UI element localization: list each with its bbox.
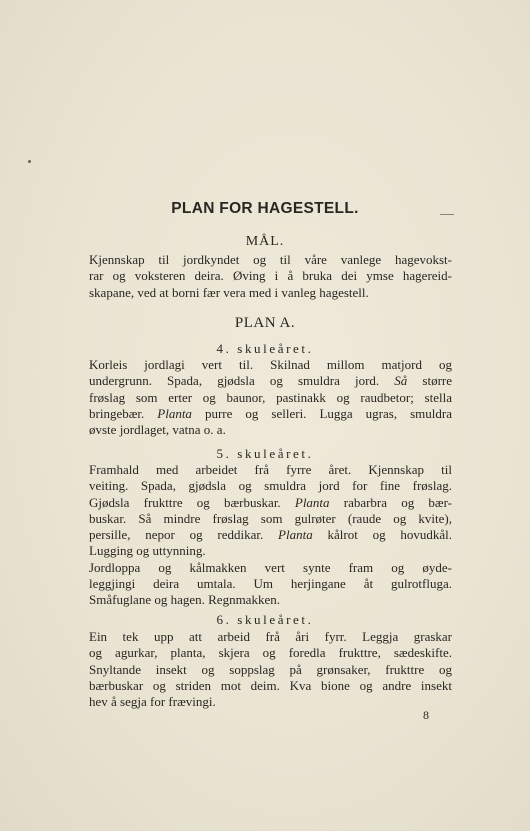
year5-paragraph — [89, 462, 452, 609]
year6-paragraph — [89, 629, 452, 710]
year5-line: Gjødsla frukttre og bærbuskar. Planta rabarbra og bær- — [89, 494, 452, 510]
year4-line: Korleis jordlagi vert til. Skilnad millom matjord og — [89, 357, 452, 372]
year5-line: buskar. Så mindre frøslag som gulrøter (raude og kvite), — [89, 510, 452, 526]
intro-paragraph — [89, 252, 452, 301]
paper-speck — [28, 160, 31, 163]
section-subtitle: MÅL. — [245, 234, 285, 249]
year4-heading: 4. skuleåret. — [216, 341, 314, 356]
italic-term: Planta — [278, 527, 313, 543]
year5-line: veiting. Spada, gjødsla og smuldra jord for fine frøslag. — [89, 478, 452, 494]
intro-line: skapane, ved at borni fær vera med i vanleg hagestell. — [89, 284, 369, 300]
year4-paragraph — [89, 357, 452, 438]
intro-line: Kjennskap til jordkyndet og til våre vanlege hagevokst- — [89, 252, 452, 267]
year5-line: leggjingi deira umtala. Um herjingane åt gulrotfluga. — [89, 576, 452, 592]
year4-line: undergrunn. Spada, gjødsla og smuldra jord. Så større — [89, 373, 452, 389]
page-number: 8 — [423, 708, 429, 722]
year6-line: Ein tek upp att arbeid frå åri fyrr. Leggja graskar — [89, 629, 452, 644]
italic-term: Planta — [157, 405, 192, 421]
year5-line: persille, nepor og reddikar. Planta kålrot og hovudkål. — [89, 527, 452, 543]
year5-line: Lugging og uttynning. — [89, 543, 206, 559]
year6-line: bærbuskar og striden mot deim. Kva bione og andre insekt — [89, 677, 452, 693]
italic-term: Så — [394, 373, 408, 389]
year4-line: øvste jordlaget, vatna o. a. — [89, 422, 226, 438]
year6-line: og agurkar, planta, skjera og foredla frukttre, sædeskifte. — [89, 645, 452, 661]
year5-line: Framhald med arbeidet frå fyrre året. Kjennskap til — [89, 462, 452, 477]
year4-line: bringebær. Planta purre og selleri. Lugga ugras, smuldra — [89, 405, 452, 421]
year6-line: Snyltande insekt og soppslag på grønsaker, frukttre og — [89, 661, 452, 677]
intro-line: rar og voksteren deira. Øving i å bruka dei ymse hagereid- — [89, 268, 452, 284]
year6-line: hev å segja for frævingi. — [89, 694, 216, 710]
page-title: PLAN FOR HAGESTELL. — [171, 200, 359, 217]
year5-line: Småfuglane og hagen. Regnmakken. — [89, 592, 280, 608]
italic-term: Planta — [294, 494, 330, 510]
year6-heading: 6. skuleåret. — [216, 612, 314, 627]
year5-heading: 5. skuleåret. — [216, 446, 314, 461]
plan-heading: PLAN A. — [234, 315, 296, 331]
year4-line: frøslag som erter og baunor, pastinakk og raudbetor; stella — [89, 389, 452, 405]
year5-line: Jordloppa og kålmakken vert synte fram og øyde- — [89, 559, 452, 575]
